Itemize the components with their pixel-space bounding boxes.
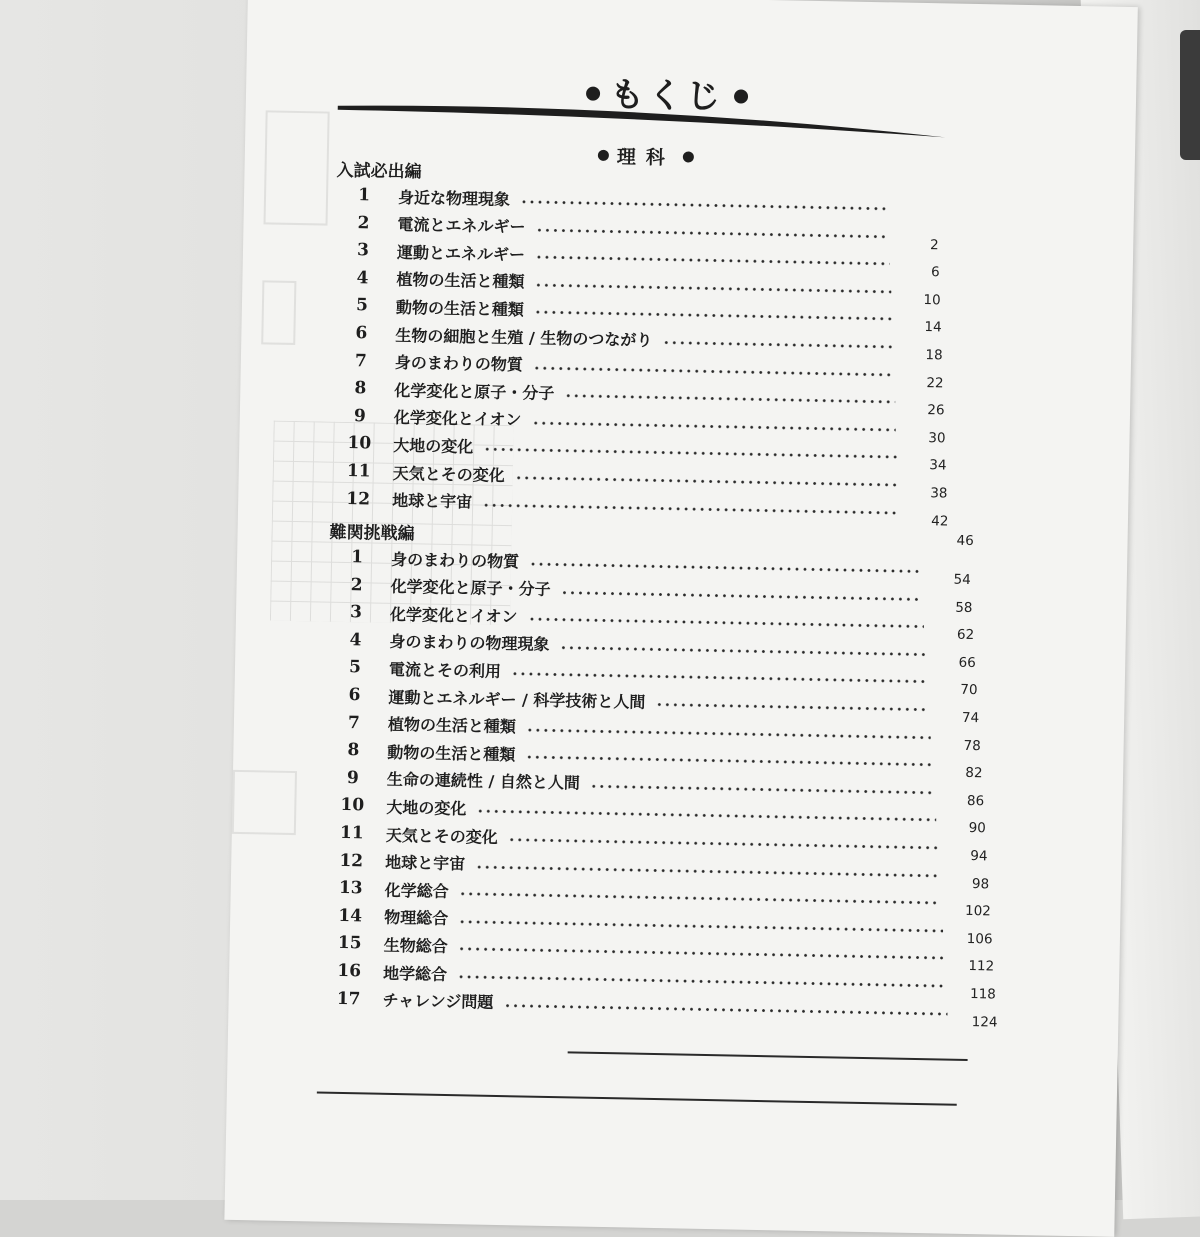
entry-number: 12: [346, 488, 371, 510]
entry-number: 3: [356, 240, 370, 261]
entry-number: 11: [339, 822, 364, 844]
leader-dots: [525, 756, 932, 767]
bleed-through-text: [287, 9, 647, 42]
entry-topic: 大地の変化: [393, 435, 474, 457]
entry-number: 2: [357, 212, 370, 233]
leader-dots: [483, 448, 896, 459]
page-number: 34: [929, 457, 947, 474]
subject-heading: [590, 142, 703, 171]
entry-topic: 電流とその利用: [388, 659, 502, 681]
page-number: 74: [961, 709, 980, 727]
entry-topic: 生物総合: [383, 935, 448, 956]
leader-dots: [534, 283, 890, 293]
entry-topic: 身のまわりの物理現象: [389, 632, 550, 655]
page-number: 14: [924, 319, 942, 336]
entry-topic: チャレンジ問題: [382, 990, 494, 1012]
entry-number: 1: [357, 185, 371, 206]
leader-dots: [459, 892, 941, 904]
leader-dots: [529, 563, 921, 574]
leader-dots: [655, 703, 929, 711]
leader-dots: [532, 421, 896, 431]
leader-dots: [504, 1004, 948, 1016]
page-number: 54: [953, 571, 971, 588]
entry-number: 10: [347, 433, 372, 454]
entry-topic: 化学変化と原子・分子: [394, 380, 555, 403]
entry-topic: 運動とエネルギー / 科学技術と人間: [388, 687, 646, 712]
end-rule: [568, 1051, 968, 1061]
entry-number: 16: [337, 960, 362, 982]
leader-dots: [535, 228, 888, 238]
bleed-through-figure: [261, 280, 296, 345]
leader-dots: [482, 503, 898, 514]
entry-number: 6: [355, 323, 368, 344]
entry-topic: 化学変化とイオン: [393, 408, 522, 430]
page-number: 94: [970, 848, 988, 865]
bleed-through-figure: [264, 110, 330, 225]
page-number: 66: [958, 654, 976, 671]
entry-topic: 地球と宇宙: [385, 852, 466, 874]
page-number: 70: [960, 682, 978, 699]
page-number: 18: [925, 347, 943, 364]
entry-topic: 天気とその変化: [385, 825, 498, 847]
bullet-icon: [598, 149, 609, 160]
entry-topic: 生物の細胞と生殖 / 生物のつながり: [395, 325, 653, 350]
entry-number: 8: [354, 378, 367, 399]
page-number: 82: [965, 765, 983, 782]
leader-dots: [476, 810, 936, 822]
entry-number: 8: [347, 740, 360, 761]
entry-topic: 大地の変化: [386, 797, 467, 819]
binder-clip: [1180, 30, 1200, 160]
section-heading: 難関挑戦編: [329, 522, 415, 545]
entry-number: 14: [338, 905, 363, 927]
entry-topic: 地学総合: [382, 963, 448, 984]
page-number: 124: [971, 1013, 998, 1031]
entry-number: 11: [346, 460, 371, 482]
page-number: 26: [927, 402, 945, 419]
page-number: 6: [930, 264, 940, 281]
entry-topic: 身のまわりの物質: [390, 549, 520, 571]
page-number: 102: [964, 903, 991, 920]
entry-number: 1: [351, 547, 364, 568]
entry-number: 2: [350, 574, 363, 595]
page-number: 98: [971, 875, 990, 892]
entry-topic: 運動とエネルギー: [396, 242, 526, 265]
leader-dots: [475, 865, 939, 877]
entry-number: 4: [356, 267, 369, 289]
page-number: 22: [926, 374, 944, 392]
page-number: 38: [930, 485, 948, 502]
page-number: 78: [963, 737, 981, 754]
leader-dots: [520, 200, 888, 210]
toc-page: [224, 0, 1137, 1237]
entry-number: 6: [348, 685, 361, 706]
entry-topic: 化学変化と原子・分子: [390, 576, 551, 600]
bullet-icon: [734, 89, 748, 103]
leader-dots: [458, 920, 943, 932]
page-number: 46: [956, 532, 974, 550]
entry-topic: 動物の生活と種類: [387, 742, 516, 764]
title-text: もくじ: [609, 74, 725, 118]
leader-dots: [559, 646, 926, 656]
leader-dots: [560, 591, 922, 601]
leader-dots: [457, 975, 946, 987]
entry-topic: 動物の生活と種類: [395, 297, 525, 320]
leader-dots: [534, 311, 892, 321]
leader-dots: [528, 618, 924, 629]
page-number: 62: [956, 626, 975, 644]
leader-dots: [535, 256, 890, 266]
leader-dots: [508, 838, 938, 849]
page-number: 112: [968, 958, 995, 975]
section-heading: 入試必出編: [336, 160, 422, 183]
entry-topic: 植物の生活と種類: [396, 270, 525, 292]
subject-text: 理科: [616, 146, 676, 170]
page-number: 30: [928, 429, 946, 447]
entry-topic: 化学総合: [384, 880, 449, 901]
entry-topic: 化学変化とイオン: [389, 604, 518, 626]
leader-dots: [458, 948, 945, 960]
entry-topic: 身近な物理現象: [397, 187, 511, 209]
page-number: 58: [955, 599, 973, 616]
page-number: 42: [931, 512, 949, 530]
title-underline-swoosh: [335, 100, 955, 142]
page-number: 2: [929, 236, 939, 253]
leader-dots: [662, 341, 893, 348]
entry-number: 7: [354, 350, 368, 371]
entry-topic: 物理総合: [384, 908, 449, 929]
entry-number: 13: [338, 878, 363, 899]
page-number: 106: [966, 930, 993, 948]
entry-topic: 天気とその変化: [392, 463, 505, 485]
entry-number: 7: [347, 712, 361, 733]
entry-topic: 生命の連続性 / 自然と人間: [386, 770, 581, 793]
bullet-icon: [683, 151, 694, 162]
entry-number: 17: [336, 988, 361, 1009]
entry-number: 9: [346, 767, 360, 789]
entry-topic: 植物の生活と種類: [387, 714, 517, 737]
page-number: 118: [969, 986, 997, 1003]
entry-topic: 地球と宇宙: [392, 490, 473, 512]
leader-dots: [526, 728, 931, 739]
page-number: 10: [923, 291, 941, 309]
page-number: 86: [966, 792, 985, 810]
leader-dots: [590, 785, 935, 795]
bleed-through-figure: [232, 770, 297, 835]
entry-number: 9: [353, 405, 366, 427]
entry-topic: 電流とエネルギー: [397, 215, 526, 237]
leader-dots: [515, 476, 898, 486]
leader-dots: [511, 673, 928, 684]
entry-topic: 身のまわりの物質: [394, 352, 524, 375]
leader-dots: [564, 394, 894, 403]
entry-number: 15: [337, 933, 362, 954]
page-number: 90: [968, 820, 986, 837]
entry-number: 10: [340, 795, 365, 816]
entry-number: 4: [349, 629, 362, 651]
entry-number: 5: [355, 295, 369, 316]
entry-number: 12: [339, 850, 364, 871]
bottom-rule: [317, 1092, 957, 1106]
entry-number: 5: [348, 657, 362, 678]
leader-dots: [533, 366, 894, 376]
entry-number: 3: [349, 602, 363, 623]
bullet-icon: [586, 87, 600, 101]
